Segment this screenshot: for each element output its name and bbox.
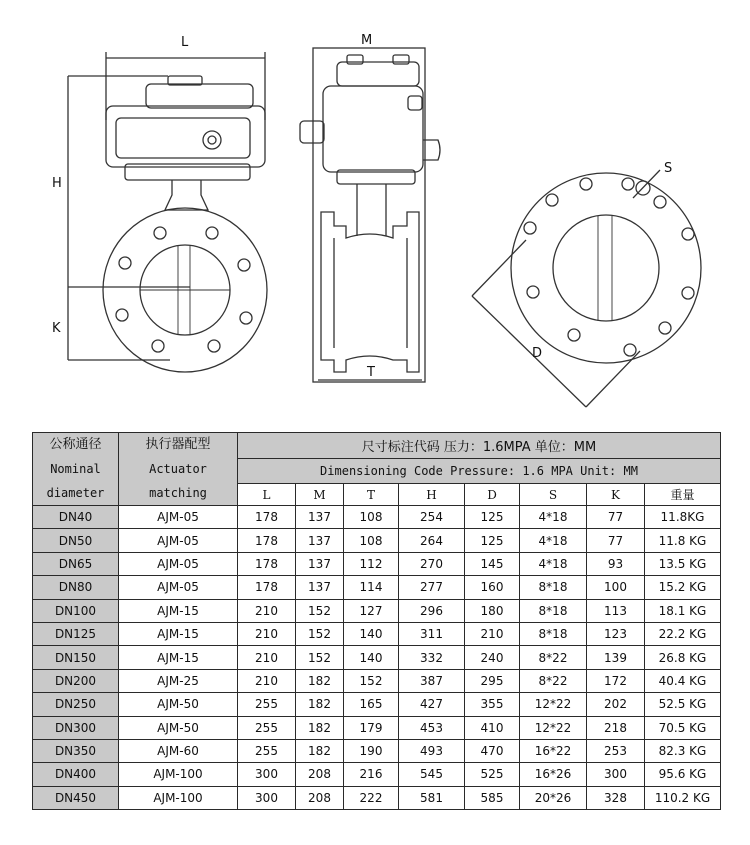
cell-H: 270 (399, 552, 465, 575)
cell-H: 387 (399, 669, 465, 692)
cell-nominal-diameter: DN300 (33, 716, 119, 739)
cell-H: 493 (399, 739, 465, 762)
cell-actuator: AJM-100 (119, 763, 238, 786)
cell-actuator: AJM-05 (119, 506, 238, 529)
cell-actuator: AJM-50 (119, 693, 238, 716)
cell-nominal-diameter: DN100 (33, 599, 119, 622)
cell-H: 453 (399, 716, 465, 739)
dim-label-T: T (367, 365, 375, 380)
cell-L: 255 (238, 693, 296, 716)
table-row (33, 646, 721, 669)
cell-T: 179 (344, 716, 399, 739)
dim-label-H: H (52, 176, 62, 191)
cell-S: 4*18 (520, 529, 587, 552)
cell-S: 20*26 (520, 786, 587, 809)
cell-weight: 15.2 KG (645, 576, 721, 599)
cell-nominal-diameter: DN50 (33, 529, 119, 552)
cell-K: 77 (587, 506, 645, 529)
cell-nominal-diameter: DN150 (33, 646, 119, 669)
cell-D: 125 (465, 529, 520, 552)
header-actuator-cn: 执行器配型 (145, 437, 211, 452)
cell-S: 16*22 (520, 739, 587, 762)
cell-T: 190 (344, 739, 399, 762)
cell-actuator: AJM-15 (119, 622, 238, 645)
table-row (33, 786, 721, 809)
cell-L: 210 (238, 646, 296, 669)
cell-M: 137 (296, 529, 344, 552)
col-header-weight: 重量 (645, 484, 721, 506)
table-row (33, 622, 721, 645)
table-row (33, 599, 721, 622)
cell-weight: 22.2 KG (645, 622, 721, 645)
col-header-K: K (587, 484, 645, 506)
cell-D: 160 (465, 576, 520, 599)
cell-weight: 11.8KG (645, 506, 721, 529)
cell-S: 4*18 (520, 506, 587, 529)
cell-L: 178 (238, 552, 296, 575)
dim-label-D: D (532, 346, 543, 361)
cell-L: 178 (238, 576, 296, 599)
header-dimension-en: Dimensioning Code Pressure: 1.6 MPA Unit: MM (238, 459, 721, 484)
cell-T: 140 (344, 622, 399, 645)
cell-S: 4*18 (520, 552, 587, 575)
dim-label-M: M (361, 33, 373, 48)
col-header-M: M (296, 484, 344, 506)
flange-view (472, 161, 701, 407)
cell-T: 108 (344, 529, 399, 552)
cell-nominal-diameter: DN80 (33, 576, 119, 599)
header-nominal-cn: 公称通径 (49, 437, 102, 452)
cell-actuator: AJM-60 (119, 739, 238, 762)
header-actuator-en-1: Actuator (149, 462, 207, 476)
cell-S: 8*18 (520, 576, 587, 599)
cell-L: 210 (238, 599, 296, 622)
cell-T: 140 (344, 646, 399, 669)
cell-nominal-diameter: DN40 (33, 506, 119, 529)
cell-K: 139 (587, 646, 645, 669)
side-view (300, 33, 440, 382)
cell-T: 114 (344, 576, 399, 599)
cell-K: 113 (587, 599, 645, 622)
cell-M: 182 (296, 739, 344, 762)
cell-weight: 18.1 KG (645, 599, 721, 622)
cell-actuator: AJM-05 (119, 576, 238, 599)
cell-nominal-diameter: DN65 (33, 552, 119, 575)
cell-nominal-diameter: DN400 (33, 763, 119, 786)
table-body (33, 506, 721, 810)
cell-D: 145 (465, 552, 520, 575)
table-row (33, 763, 721, 786)
cell-K: 93 (587, 552, 645, 575)
dim-label-K: K (52, 321, 61, 336)
cell-weight: 11.8 KG (645, 529, 721, 552)
cell-actuator: AJM-25 (119, 669, 238, 692)
table-row (33, 506, 721, 529)
header-nominal-en-1: Nominal (50, 462, 101, 476)
cell-L: 300 (238, 786, 296, 809)
cell-K: 300 (587, 763, 645, 786)
table-row (33, 529, 721, 552)
cell-S: 8*22 (520, 646, 587, 669)
cell-H: 311 (399, 622, 465, 645)
cell-M: 152 (296, 622, 344, 645)
cell-S: 16*26 (520, 763, 587, 786)
cell-L: 178 (238, 529, 296, 552)
cell-S: 12*22 (520, 693, 587, 716)
cell-weight: 13.5 KG (645, 552, 721, 575)
cell-actuator: AJM-15 (119, 646, 238, 669)
cell-M: 208 (296, 786, 344, 809)
cell-S: 8*22 (520, 669, 587, 692)
cell-K: 123 (587, 622, 645, 645)
front-view (52, 35, 267, 372)
cell-H: 254 (399, 506, 465, 529)
cell-nominal-diameter: DN125 (33, 622, 119, 645)
cell-actuator: AJM-05 (119, 552, 238, 575)
cell-M: 208 (296, 763, 344, 786)
cell-actuator: AJM-05 (119, 529, 238, 552)
header-nominal-en-2: diameter (46, 486, 105, 500)
cell-H: 264 (399, 529, 465, 552)
table-row (33, 552, 721, 575)
col-header-H: H (399, 484, 465, 506)
cell-S: 8*18 (520, 622, 587, 645)
cell-D: 240 (465, 646, 520, 669)
cell-actuator: AJM-50 (119, 716, 238, 739)
cell-L: 178 (238, 506, 296, 529)
dim-label-L: L (181, 35, 189, 50)
cell-T: 152 (344, 669, 399, 692)
cell-weight: 82.3 KG (645, 739, 721, 762)
col-header-T: T (344, 484, 399, 506)
dim-label-S: S (664, 161, 673, 176)
cell-L: 255 (238, 739, 296, 762)
cell-weight: 70.5 KG (645, 716, 721, 739)
cell-weight: 110.2 KG (645, 786, 721, 809)
cell-T: 165 (344, 693, 399, 716)
header-nominal-diameter (33, 433, 119, 506)
cell-D: 470 (465, 739, 520, 762)
cell-nominal-diameter: DN350 (33, 739, 119, 762)
cell-T: 222 (344, 786, 399, 809)
table-row (33, 739, 721, 762)
cell-D: 525 (465, 763, 520, 786)
cell-L: 300 (238, 763, 296, 786)
cell-K: 218 (587, 716, 645, 739)
cell-weight: 95.6 KG (645, 763, 721, 786)
cell-D: 585 (465, 786, 520, 809)
cell-K: 77 (587, 529, 645, 552)
cell-H: 581 (399, 786, 465, 809)
cell-actuator: AJM-15 (119, 599, 238, 622)
cell-S: 8*18 (520, 599, 587, 622)
cell-M: 182 (296, 716, 344, 739)
cell-H: 332 (399, 646, 465, 669)
col-header-S: S (520, 484, 587, 506)
cell-D: 210 (465, 622, 520, 645)
cell-K: 100 (587, 576, 645, 599)
cell-M: 137 (296, 576, 344, 599)
cell-K: 202 (587, 693, 645, 716)
cell-actuator: AJM-100 (119, 786, 238, 809)
col-header-L: L (238, 484, 296, 506)
cell-H: 545 (399, 763, 465, 786)
cell-M: 152 (296, 599, 344, 622)
cell-L: 210 (238, 622, 296, 645)
cell-L: 255 (238, 716, 296, 739)
cell-M: 152 (296, 646, 344, 669)
cell-M: 137 (296, 506, 344, 529)
header-actuator-en-2: matching (149, 486, 207, 500)
cell-nominal-diameter: DN200 (33, 669, 119, 692)
table-row (33, 669, 721, 692)
cell-M: 137 (296, 552, 344, 575)
cell-nominal-diameter: DN250 (33, 693, 119, 716)
cell-H: 296 (399, 599, 465, 622)
cell-weight: 52.5 KG (645, 693, 721, 716)
cell-D: 125 (465, 506, 520, 529)
cell-D: 355 (465, 693, 520, 716)
cell-K: 253 (587, 739, 645, 762)
cell-S: 12*22 (520, 716, 587, 739)
cell-weight: 40.4 KG (645, 669, 721, 692)
cell-T: 112 (344, 552, 399, 575)
table-row (33, 716, 721, 739)
table-row (33, 576, 721, 599)
cell-K: 328 (587, 786, 645, 809)
cell-D: 295 (465, 669, 520, 692)
cell-T: 108 (344, 506, 399, 529)
header-actuator-matching (119, 433, 238, 506)
dimension-table (32, 432, 721, 810)
cell-M: 182 (296, 693, 344, 716)
cell-M: 182 (296, 669, 344, 692)
cell-D: 180 (465, 599, 520, 622)
cell-H: 277 (399, 576, 465, 599)
cell-K: 172 (587, 669, 645, 692)
cell-nominal-diameter: DN450 (33, 786, 119, 809)
cell-T: 216 (344, 763, 399, 786)
cell-weight: 26.8 KG (645, 646, 721, 669)
table-row (33, 693, 721, 716)
cell-D: 410 (465, 716, 520, 739)
header-dimension-cn: 尺寸标注代码 压力：1.6MPA 单位：MM (238, 433, 721, 459)
cell-L: 210 (238, 669, 296, 692)
cell-H: 427 (399, 693, 465, 716)
col-header-D: D (465, 484, 520, 506)
cell-T: 127 (344, 599, 399, 622)
